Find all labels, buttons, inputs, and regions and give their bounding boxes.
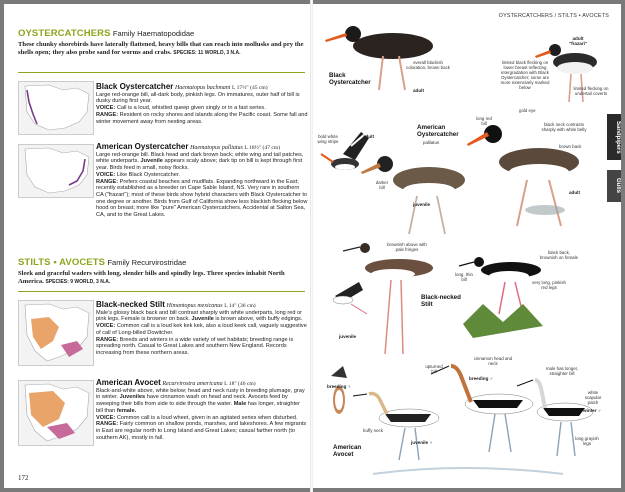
annotation-juvenile-oystercatcher: juvenile [413, 202, 431, 207]
annotation-very-long-legs: very long, pinkish red legs [532, 280, 566, 290]
left-page [4, 4, 310, 488]
annotation-black-back: black back, brownish on female [539, 250, 579, 260]
annotation-juvenile-female: juvenile ♀ [411, 440, 433, 445]
section-tab-sandpipers: Sandpipers [607, 114, 621, 160]
annotation-stilt-juvenile: juvenile [339, 334, 357, 339]
annotation-winter-male: winter ♂ [583, 408, 602, 413]
label-black-oystercatcher: Black Oystercatcher [329, 72, 371, 86]
annotation-breeding-male: breeding ♂ [469, 376, 494, 381]
stilt-intro: Sleek and graceful waders with long, slender bills and spindly legs. Three species inhabit North America. SPECIES: 9 WORLD, 3 N.A. [18, 270, 285, 285]
annotation-darker-bill: darker bill [375, 180, 389, 190]
page-number: 172 [18, 474, 29, 482]
species-count: SPECIES: 11 WORLD, 3 N.A. [173, 49, 241, 56]
annotation-brownish-above: brownish above with pale fringes [387, 242, 427, 252]
range-map-black-oystercatcher [18, 81, 94, 135]
family-group-name: STILTS • AVOCETS [18, 257, 106, 268]
family-scientific-name: Family Haematopodidae [112, 29, 195, 38]
annotation-long-thin-bill: long, thin bill [455, 272, 473, 282]
annotation-adult-oystercatcher: adult [569, 190, 580, 195]
annotation-frazari-note1: limited black flecking on lower breast reflecting intergradation with Black Oystercatcher; some are more extensively marked below [500, 60, 550, 90]
annotation-long-red-bill: long red bill [476, 116, 492, 126]
entry-american-oystercatcher: American Oystercatcher Haematopus palliatus L 18½" (47 cm) Large red-orange bill. Black head and dark brown back; white wing and tail patches, white underparts. Juvenile appears scaly above; dark tip on bill is kept through first year. Birds feed in small, noisy flocks. VOICE: Like Black Oystercatcher. RANGE: Prefers coastal beaches and mudflats. Expanding northward in the East; recently established as a breeder on Cape Sable Island, NS. Very rare in southern CA ("frazari"); most of these birds show hybrid characters with Black Oystercatcher to one degree or another. Birds from Gulf of California show less blackish flecking below hood on breast; more like "pure" American Oystercatchers. Accidental at Salton Sea, CA, and to the Great Lakes. [96, 142, 308, 219]
annotation-bo-adult: adult [413, 88, 424, 93]
divider [18, 291, 305, 292]
annotation-stilt-male: ♂ [535, 266, 539, 271]
annotation-long-grayish-legs: long grayish legs [575, 436, 599, 446]
black-necked-stilt-male-illustration [459, 257, 543, 338]
label-american-avocet: American Avocet [333, 444, 362, 458]
annotation-palliatus: palliatus [423, 140, 440, 145]
annotation-frazari-note2: limited flecking on undertail coverts [573, 86, 609, 96]
annotation-male-longer-bill: male has longer, straighter bill [545, 366, 579, 376]
range-map-american-avocet [18, 380, 94, 446]
species-count: SPECIES: 9 WORLD, 3 N.A. [45, 278, 111, 285]
running-head: OYSTERCATCHERS / STILTS • AVOCETS [498, 13, 609, 19]
annotation-frazari: adult "frazari" [568, 36, 588, 46]
avocet-breeding-female-illustration [331, 366, 347, 414]
right-page [313, 4, 621, 488]
annotation-gold-eye: gold eye [519, 108, 536, 113]
annotation-breeding-female: breeding ♀ [327, 384, 352, 389]
stilt-family-heading [18, 257, 186, 268]
annotation-black-neck: black neck contrasts sharply with white belly [541, 122, 587, 132]
family-scientific-name: Family Recurvirostridae [107, 258, 187, 267]
entry-american-avocet: American Avocet Recurvirostra americana L 18" (46 cm) Black-and-white above, white below; head and neck rusty in breeding plumage, gray in winter. Juveniles have cinnamon wash on head and neck. Avocets feed by sweeping their bills from side to side through the water. Male has longer, straighter bill than female. VOICE: Common call is a loud wheet, given in an agitated series when disturbed. RANGE: Fairly common on shallow ponds, marshes, and lakeshores. A few migrants in East are regular north to Long Island and Great Lakes; casual farther north (to southern AK), mostly in fall. [96, 378, 307, 441]
annotation-buffy-neck: buffy neck [363, 428, 383, 433]
label-black-necked-stilt: Black-necked Stilt [421, 294, 461, 308]
entry-black-necked-stilt: Black-necked Stilt Himantopus mexicanus L 14" (36 cm) Male's glossy black back and bill contrast sharply with white underparts, long red or pink legs. Female is browner on back. Juvenile is brown above, with buffy edgings. VOICE: Common call is a loud kek kek kek, also a loud keek call, vaguely suggestive of call of Long-billed Dowitcher. RANGE: Breeds and winters in a wide variety of wet habitats; breeding range is spreading north. Casual to Great Lakes and southern New England. Records increasing from these northern areas. [96, 300, 307, 356]
label-american-oystercatcher: American Oystercatcher [417, 124, 459, 138]
range-map-black-necked-stilt [18, 300, 94, 366]
annotation-white-scapular: white scapular patch [584, 390, 602, 405]
annotation-cinnamon-head: cinnamon head and neck [473, 356, 513, 366]
family-group-name: OYSTERCATCHERS [18, 28, 111, 39]
section-tab-gulls: Gulls [607, 170, 621, 202]
divider [18, 72, 305, 73]
stilt-flight-illustration [333, 282, 367, 314]
black-necked-stilt-juvenile-illustration [343, 243, 433, 354]
oystercatcher-family-heading [18, 28, 194, 39]
entry-black-oystercatcher: Black Oystercatcher Haematopus bachmani L 17½" (45 cm) Large red-orange bill, all-dark body, pinkish legs. On immatures, outer half of bill is dusky during first year. VOICE: Call is a loud, whistled queep given singly or in a fast series. RANGE: Resident on rocky shores and islands along the Pacific coast. Some fall and winter movement away from nesting areas. [96, 82, 308, 125]
annotation-bo-note: overall blackish coloration, brown back [406, 60, 450, 70]
annotation-flight-adult: adult [363, 134, 374, 139]
annotation-upturned-bill: upturned bill [425, 364, 443, 374]
range-map-american-oystercatcher [18, 144, 94, 198]
annotation-brown-back: brown back [559, 144, 582, 149]
oystercatcher-intro: These chunky shorebirds have laterally flattened, heavy bills that can reach into mollusks and pry the shells open; they also probe sand for worms and crabs. SPECIES: 11 WORLD, 3 N.A. [18, 41, 304, 56]
annotation-bold-white-wing: bold white wing stripe [317, 134, 339, 144]
